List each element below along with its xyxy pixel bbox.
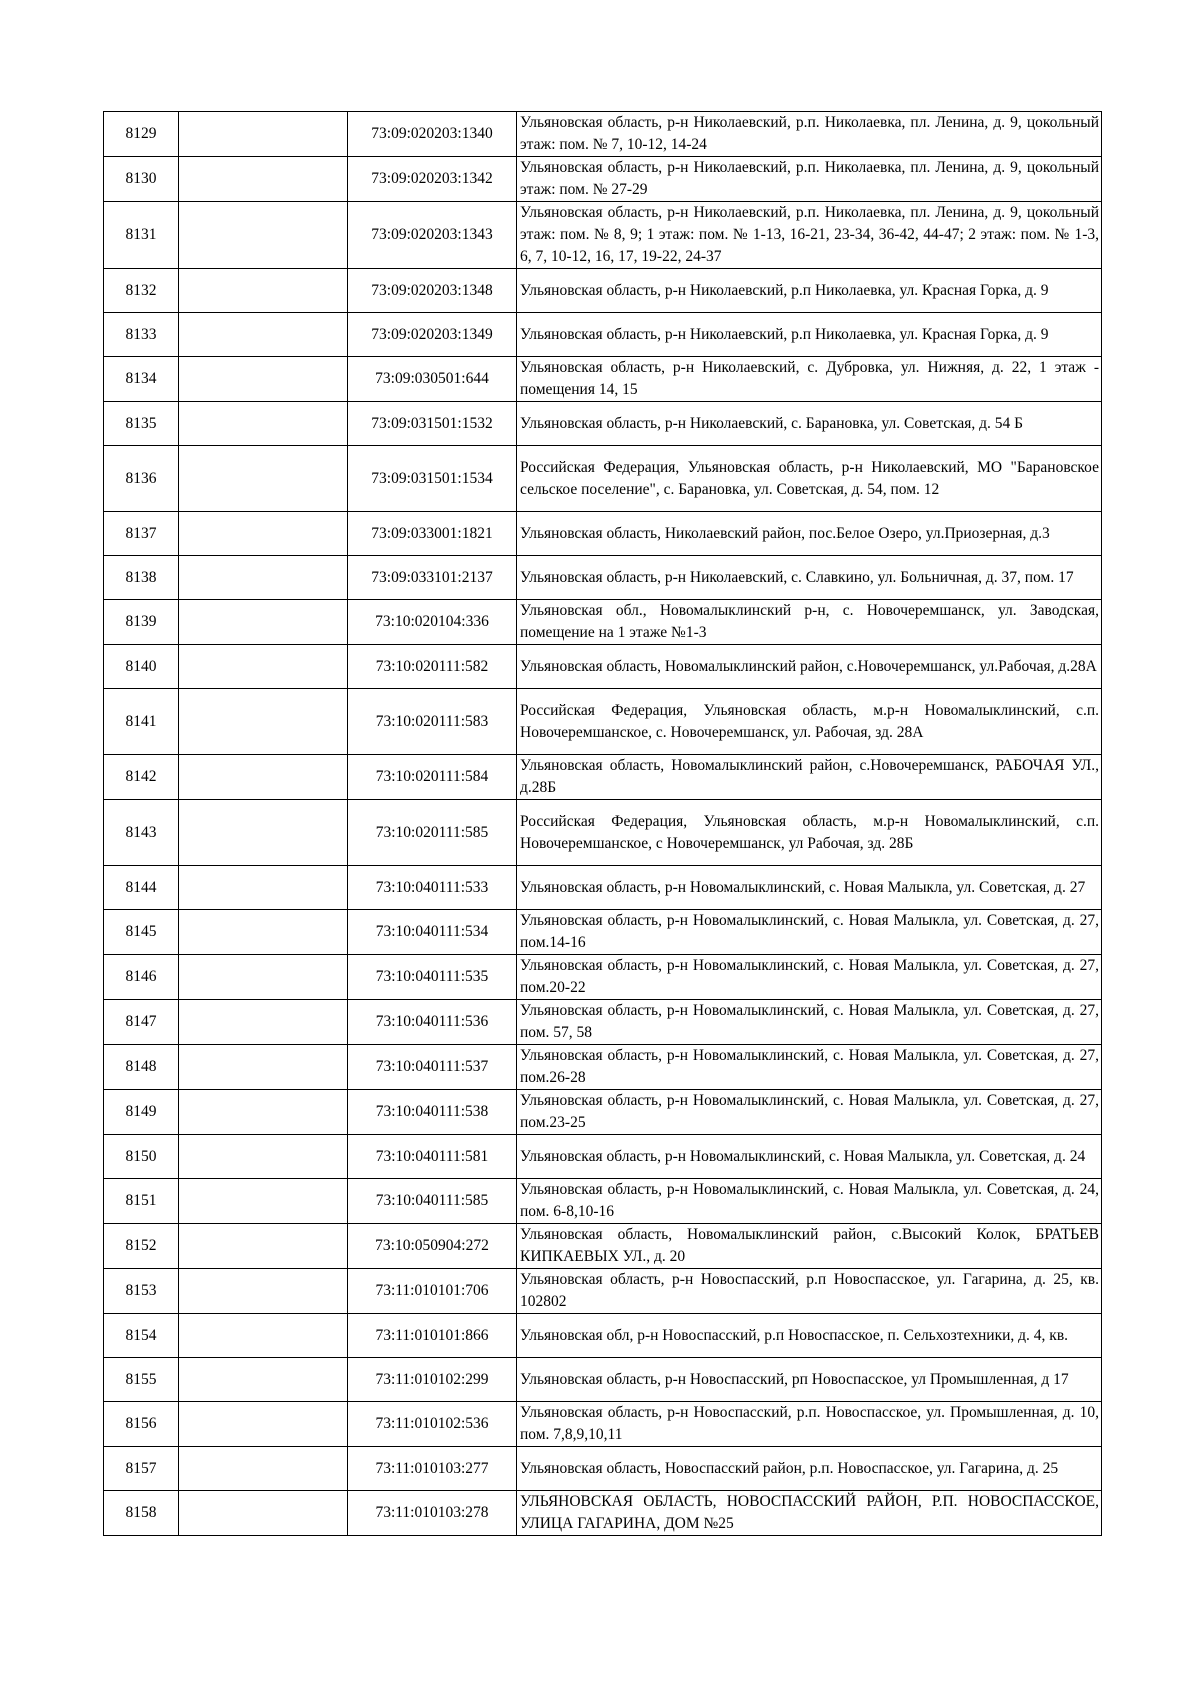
- row-number-cell: [104, 1491, 179, 1536]
- cadastral-number-cell: [348, 1269, 517, 1314]
- address-cell: [517, 157, 1102, 202]
- row-number-cell: [104, 556, 179, 600]
- cadastral-number: 73:10:020104:336: [375, 613, 489, 630]
- address-text: Ульяновская область, р-н Николаевский, р.п. Николаевка, пл. Ленина, д. 9, цокольный этаж: пом. № 7, 10-12, 14-24: [520, 114, 1099, 153]
- table-row: [104, 1269, 1102, 1314]
- empty-cell: [179, 1447, 348, 1491]
- address-cell: [517, 866, 1102, 910]
- table-row: [104, 645, 1102, 689]
- address-text: Ульяновская область, Новомалыклинский район, с.Высокий Колок, БРАТЬЕВ КИПКАЕВЫХ УЛ., д. 20: [520, 1226, 1099, 1265]
- address-text: Ульяновская область, р-н Новомалыклинский, с. Новая Малыкла, ул. Советская, д. 24, пом. 6-8,10-16: [520, 1181, 1099, 1220]
- empty-cell: [179, 600, 348, 645]
- empty-cell: [179, 645, 348, 689]
- cadastral-number: 73:10:040111:536: [375, 1013, 489, 1030]
- row-number: 8147: [125, 1013, 157, 1030]
- cadastral-number: 73:10:040111:581: [375, 1147, 489, 1165]
- table-row: [104, 446, 1102, 512]
- address-cell: [517, 1447, 1102, 1491]
- address-cell: [517, 1224, 1102, 1269]
- address-text: Российская Федерация, Ульяновская область, р-н Николаевский, МО "Барановское сельское поселение", с. Барановка, ул. Советская, д. 54, пом. 12: [520, 458, 1099, 498]
- table-row: [104, 866, 1102, 910]
- cadastral-number: 73:10:020111:582: [375, 657, 489, 675]
- cadastral-number: 73:11:010101:866: [375, 1326, 489, 1344]
- address-text: Ульяновская область, р-н Николаевский, с. Дубровка, ул. Нижняя, д. 22, 1 этаж - помещения 14, 15: [520, 359, 1099, 398]
- address-cell: [517, 800, 1102, 866]
- address-text: УЛЬЯНОВСКАЯ ОБЛАСТЬ, НОВОСПАССКИЙ РАЙОН, Р.П. НОВОСПАССКОЕ, УЛИЦА ГАГАРИНА, ДОМ №25: [520, 1493, 1099, 1532]
- cadastral-number-cell: [348, 600, 517, 645]
- row-number: 8158: [125, 1504, 157, 1521]
- row-number-cell: [104, 1402, 179, 1447]
- address-text: Ульяновская область, р-н Николаевский, с. Славкино, ул. Больничная, д. 37, пом. 17: [520, 568, 1074, 586]
- row-number: 8132: [125, 281, 157, 299]
- empty-cell: [179, 157, 348, 202]
- table-row: [104, 269, 1102, 313]
- row-number-cell: [104, 202, 179, 269]
- empty-cell: [179, 1135, 348, 1179]
- cadastral-number-cell: [348, 689, 517, 755]
- cadastral-number-cell: [348, 955, 517, 1000]
- row-number: 8151: [125, 1192, 157, 1209]
- empty-cell: [179, 402, 348, 446]
- row-number: 8141: [125, 712, 157, 730]
- table-row: [104, 600, 1102, 645]
- address-cell: [517, 202, 1102, 269]
- cadastral-number-cell: [348, 313, 517, 357]
- row-number-cell: [104, 1447, 179, 1491]
- cadastral-number: 73:11:010101:706: [375, 1282, 489, 1299]
- cadastral-number: 73:09:033001:1821: [371, 524, 493, 542]
- address-cell: [517, 910, 1102, 955]
- row-number: 8133: [125, 325, 157, 343]
- cadastral-number-cell: [348, 1491, 517, 1536]
- empty-cell: [179, 1045, 348, 1090]
- row-number: 8140: [125, 657, 157, 675]
- table-row: [104, 1090, 1102, 1135]
- row-number: 8139: [125, 613, 157, 630]
- registry-table-body: [104, 112, 1102, 1536]
- row-number-cell: [104, 755, 179, 800]
- address-cell: [517, 1090, 1102, 1135]
- table-row: [104, 357, 1102, 402]
- row-number: 8137: [125, 524, 157, 542]
- address-text: Ульяновская область, р-н Новомалыклинский, с. Новая Малыкла, ул. Советская, д. 27, пом.23-25: [520, 1092, 1099, 1131]
- address-text: Ульяновская область, р-н Николаевский, р.п. Николаевка, пл. Ленина, д. 9, цокольный этаж: пом. № 8, 9; 1 этаж: пом. № 1-13, 16-21, 23-34, 36-42, 44-47; 2 этаж: пом. № 1-3, 6, 7, 10-12, 16, 17, 19-22, 24-37: [520, 204, 1099, 265]
- cadastral-number-cell: [348, 1135, 517, 1179]
- cadastral-number: 73:09:030501:644: [375, 370, 489, 387]
- address-text: Ульяновская область, р-н Новомалыклинский, с. Новая Малыкла, ул. Советская, д. 27, пом.14-16: [520, 912, 1099, 951]
- address-cell: [517, 1269, 1102, 1314]
- address-text: Российская Федерация, Ульяновская область, м.р-н Новомалыклинский, с.п. Новочеремшанское, с Новочеремшанск, ул Рабочая, зд. 28Б: [520, 812, 1099, 852]
- cadastral-number: 73:11:010102:536: [375, 1415, 489, 1432]
- table-row: [104, 1179, 1102, 1224]
- row-number-cell: [104, 112, 179, 157]
- address-cell: [517, 1045, 1102, 1090]
- row-number-cell: [104, 689, 179, 755]
- table-row: [104, 202, 1102, 269]
- cadastral-number: 73:11:010103:277: [375, 1459, 489, 1477]
- cadastral-number-cell: [348, 755, 517, 800]
- row-number: 8146: [125, 968, 157, 985]
- cadastral-number-cell: [348, 1000, 517, 1045]
- row-number-cell: [104, 1000, 179, 1045]
- cadastral-number: 73:10:040111:585: [375, 1192, 489, 1209]
- empty-cell: [179, 1224, 348, 1269]
- cadastral-number-cell: [348, 800, 517, 866]
- table-row: [104, 556, 1102, 600]
- address-text: Ульяновская область, р-н Новомалыклинский, с. Новая Малыкла, ул. Советская, д. 27: [520, 878, 1086, 896]
- row-number-cell: [104, 512, 179, 556]
- cadastral-number-cell: [348, 157, 517, 202]
- table-row: [104, 112, 1102, 157]
- empty-cell: [179, 1090, 348, 1135]
- cadastral-number: 73:09:020203:1343: [371, 226, 493, 243]
- cadastral-number-cell: [348, 1447, 517, 1491]
- table-row: [104, 1358, 1102, 1402]
- empty-cell: [179, 755, 348, 800]
- address-text: Ульяновская область, р-н Николаевский, р.п Николаевка, ул. Красная Горка, д. 9: [520, 281, 1049, 299]
- cadastral-number: 73:10:040111:537: [375, 1058, 489, 1075]
- address-cell: [517, 645, 1102, 689]
- empty-cell: [179, 910, 348, 955]
- cadastral-number-cell: [348, 1045, 517, 1090]
- address-cell: [517, 112, 1102, 157]
- cadastral-number-cell: [348, 1314, 517, 1358]
- table-row: [104, 910, 1102, 955]
- row-number-cell: [104, 1135, 179, 1179]
- address-text: Ульяновская область, р-н Николаевский, р.п Николаевка, ул. Красная Горка, д. 9: [520, 325, 1049, 343]
- table-row: [104, 800, 1102, 866]
- address-text: Ульяновская область, р-н Новомалыклинский, с. Новая Малыкла, ул. Советская, д. 27, пом. 57, 58: [520, 1002, 1099, 1041]
- empty-cell: [179, 1491, 348, 1536]
- cadastral-number: 73:10:040111:533: [375, 878, 489, 896]
- cadastral-number-cell: [348, 202, 517, 269]
- table-row: [104, 1000, 1102, 1045]
- empty-cell: [179, 556, 348, 600]
- row-number: 8150: [125, 1147, 157, 1165]
- row-number-cell: [104, 1045, 179, 1090]
- address-text: Ульяновская область, Новомалыклинский район, с.Новочеремшанск, ул.Рабочая, д.28А: [520, 657, 1097, 675]
- row-number-cell: [104, 800, 179, 866]
- address-cell: [517, 755, 1102, 800]
- address-text: Ульяновская обл., Новомалыклинский р-н, с. Новочеремшанск, ул. Заводская, помещение на 1 этаже №1-3: [520, 602, 1099, 641]
- row-number: 8142: [125, 768, 157, 785]
- registry-table: [103, 111, 1102, 1536]
- row-number-cell: [104, 955, 179, 1000]
- row-number-cell: [104, 357, 179, 402]
- cadastral-number: 73:10:040111:535: [375, 968, 489, 985]
- table-row: [104, 1447, 1102, 1491]
- cadastral-number-cell: [348, 1402, 517, 1447]
- address-text: Ульяновская область, р-н Николаевский, р.п. Николаевка, пл. Ленина, д. 9, цокольный этаж: пом. № 27-29: [520, 159, 1099, 198]
- row-number-cell: [104, 446, 179, 512]
- cadastral-number-cell: [348, 446, 517, 512]
- address-cell: [517, 1314, 1102, 1358]
- row-number-cell: [104, 313, 179, 357]
- cadastral-number-cell: [348, 1179, 517, 1224]
- address-cell: [517, 357, 1102, 402]
- cadastral-number: 73:09:031501:1532: [371, 414, 493, 432]
- address-cell: [517, 313, 1102, 357]
- address-text: Российская Федерация, Ульяновская область, м.р-н Новомалыклинский, с.п. Новочеремшанское, с. Новочеремшанск, ул. Рабочая, зд. 28А: [520, 701, 1099, 741]
- empty-cell: [179, 202, 348, 269]
- row-number-cell: [104, 1090, 179, 1135]
- cadastral-number: 73:09:020203:1349: [371, 325, 493, 343]
- cadastral-number: 73:10:050904:272: [375, 1237, 489, 1254]
- address-cell: [517, 402, 1102, 446]
- row-number: 8134: [125, 370, 157, 387]
- address-cell: [517, 1179, 1102, 1224]
- empty-cell: [179, 1000, 348, 1045]
- address-cell: [517, 1000, 1102, 1045]
- table-row: [104, 1491, 1102, 1536]
- table-row: [104, 1045, 1102, 1090]
- row-number-cell: [104, 600, 179, 645]
- row-number: 8131: [125, 226, 157, 243]
- address-cell: [517, 1402, 1102, 1447]
- address-text: Ульяновская область, Новоспасский район, р.п. Новоспасское, ул. Гагарина, д. 25: [520, 1459, 1059, 1477]
- cadastral-number: 73:09:020203:1340: [371, 125, 493, 142]
- address-text: Ульяновская область, р-н Новоспасский, р.п Новоспасское, ул. Гагарина, д. 25, кв. 102802: [520, 1271, 1099, 1310]
- cadastral-number-cell: [348, 269, 517, 313]
- row-number: 8136: [125, 469, 157, 487]
- row-number-cell: [104, 402, 179, 446]
- empty-cell: [179, 313, 348, 357]
- address-cell: [517, 600, 1102, 645]
- address-text: Ульяновская область, р-н Новомалыклинский, с. Новая Малыкла, ул. Советская, д. 27, пом.20-22: [520, 957, 1099, 996]
- cadastral-number-cell: [348, 556, 517, 600]
- empty-cell: [179, 689, 348, 755]
- address-text: Ульяновская область, р-н Новомалыклинский, с. Новая Малыкла, ул. Советская, д. 24: [520, 1147, 1086, 1165]
- row-number-cell: [104, 645, 179, 689]
- empty-cell: [179, 446, 348, 512]
- row-number-cell: [104, 157, 179, 202]
- row-number: 8145: [125, 923, 157, 940]
- cadastral-number: 73:09:031501:1534: [371, 469, 493, 487]
- cadastral-number-cell: [348, 512, 517, 556]
- address-cell: [517, 556, 1102, 600]
- address-cell: [517, 955, 1102, 1000]
- row-number: 8153: [125, 1282, 157, 1299]
- row-number-cell: [104, 1269, 179, 1314]
- row-number-cell: [104, 1314, 179, 1358]
- row-number-cell: [104, 1358, 179, 1402]
- address-text: Ульяновская обл, р-н Новоспасский, р.п Новоспасское, п. Сельхозтехники, д. 4, кв.: [520, 1326, 1069, 1344]
- table-row: [104, 402, 1102, 446]
- row-number: 8135: [125, 414, 157, 432]
- cadastral-number-cell: [348, 402, 517, 446]
- row-number-cell: [104, 1179, 179, 1224]
- address-text: Ульяновская область, р-н Новоспасский, р.п. Новоспасское, ул. Промышленная, д. 10, пом. 7,8,9,10,11: [520, 1404, 1099, 1443]
- cadastral-number: 73:11:010103:278: [375, 1504, 489, 1521]
- row-number-cell: [104, 269, 179, 313]
- cadastral-number: 73:10:020111:585: [375, 823, 489, 841]
- address-cell: [517, 269, 1102, 313]
- address-text: Ульяновская область, р-н Новоспасский, рп Новоспасское, ул Промышленная, д 17: [520, 1370, 1069, 1388]
- address-text: Ульяновская область, Новомалыклинский район, с.Новочеремшанск, РАБОЧАЯ УЛ., д.28Б: [520, 757, 1099, 796]
- table-row: [104, 1402, 1102, 1447]
- row-number: 8154: [125, 1326, 157, 1344]
- empty-cell: [179, 1179, 348, 1224]
- address-text: Ульяновская область, р-н Новомалыклинский, с. Новая Малыкла, ул. Советская, д. 27, пом.26-28: [520, 1047, 1099, 1086]
- row-number: 8130: [125, 170, 157, 187]
- table-row: [104, 1135, 1102, 1179]
- table-row: [104, 512, 1102, 556]
- table-row: [104, 157, 1102, 202]
- empty-cell: [179, 512, 348, 556]
- row-number-cell: [104, 910, 179, 955]
- row-number-cell: [104, 866, 179, 910]
- cadastral-number-cell: [348, 1224, 517, 1269]
- row-number: 8144: [125, 878, 157, 896]
- table-row: [104, 1224, 1102, 1269]
- table-row: [104, 313, 1102, 357]
- row-number: 8152: [125, 1237, 157, 1254]
- cadastral-number-cell: [348, 1090, 517, 1135]
- address-cell: [517, 512, 1102, 556]
- address-text: Ульяновская область, Николаевский район, пос.Белое Озеро, ул.Приозерная, д.3: [520, 524, 1050, 542]
- row-number: 8149: [125, 1103, 157, 1120]
- cadastral-number: 73:10:040111:538: [375, 1103, 489, 1120]
- empty-cell: [179, 112, 348, 157]
- address-cell: [517, 689, 1102, 755]
- address-text: Ульяновская область, р-н Николаевский, с. Барановка, ул. Советская, д. 54 Б: [520, 414, 1024, 432]
- empty-cell: [179, 1314, 348, 1358]
- cadastral-number: 73:09:033101:2137: [371, 568, 493, 586]
- row-number: 8143: [125, 823, 157, 841]
- row-number-cell: [104, 1224, 179, 1269]
- cadastral-number: 73:10:040111:534: [375, 923, 489, 940]
- cadastral-number: 73:11:010102:299: [375, 1370, 489, 1388]
- table-row: [104, 955, 1102, 1000]
- row-number: 8129: [125, 125, 157, 142]
- address-cell: [517, 1135, 1102, 1179]
- table-row: [104, 1314, 1102, 1358]
- empty-cell: [179, 269, 348, 313]
- cadastral-number: 73:09:020203:1342: [371, 170, 493, 187]
- table-row: [104, 689, 1102, 755]
- row-number: 8157: [125, 1459, 157, 1477]
- cadastral-number-cell: [348, 112, 517, 157]
- cadastral-number: 73:10:020111:583: [375, 712, 489, 730]
- empty-cell: [179, 1269, 348, 1314]
- empty-cell: [179, 800, 348, 866]
- cadastral-number-cell: [348, 1358, 517, 1402]
- empty-cell: [179, 1402, 348, 1447]
- cadastral-number: 73:09:020203:1348: [371, 281, 493, 299]
- table-row: [104, 755, 1102, 800]
- row-number: 8156: [125, 1415, 157, 1432]
- empty-cell: [179, 866, 348, 910]
- cadastral-number-cell: [348, 910, 517, 955]
- row-number: 8155: [125, 1370, 157, 1388]
- address-cell: [517, 446, 1102, 512]
- cadastral-number: 73:10:020111:584: [375, 768, 489, 785]
- empty-cell: [179, 955, 348, 1000]
- empty-cell: [179, 357, 348, 402]
- empty-cell: [179, 1358, 348, 1402]
- address-cell: [517, 1491, 1102, 1536]
- cadastral-number-cell: [348, 357, 517, 402]
- row-number: 8148: [125, 1058, 157, 1075]
- row-number: 8138: [125, 568, 157, 586]
- cadastral-number-cell: [348, 866, 517, 910]
- cadastral-number-cell: [348, 645, 517, 689]
- address-cell: [517, 1358, 1102, 1402]
